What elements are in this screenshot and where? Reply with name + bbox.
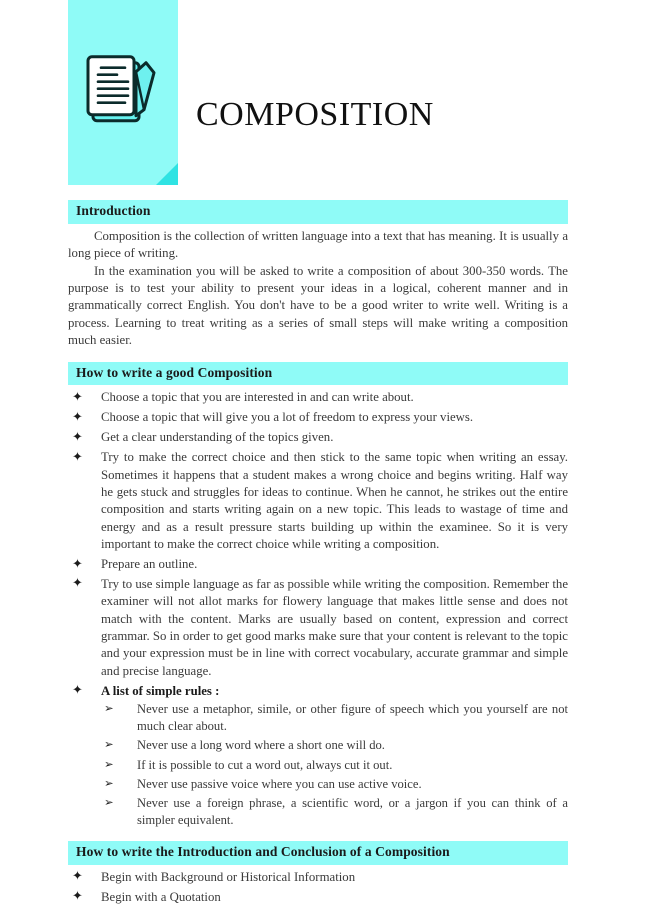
sub-list-item-text: Never use a long word where a short one will do.	[137, 738, 385, 753]
sub-list-item-text: If it is possible to cut a word out, always cut it out.	[137, 757, 393, 772]
sub-list-item	[101, 757, 568, 774]
intro-paragraph-2: In the examination you will be asked to write a composition of about 300-350 words. The purpose is to test your ability to present your ideas in a logical, coherent manner and in grammatically correct English. You don't have to be a good writer to write well. Writing is a process. Learning to treat writing as a series of small steps will make writing a composition much easier.	[68, 263, 568, 348]
list-item-text: Try to make the correct choice and then stick to the same topic when writing an essay. Sometimes it happens that a student makes a wrong choice and begins writing. Half way he gets stuck and struggles for ideas to continue. When he cannot, he strikes out the entire composition and starts writing again on a new topic. This leads to wastage of time and energy and as a result pressure starts building up within the examinee. So it is very important to make the correct choice while writing a composition.	[101, 450, 568, 552]
masthead	[0, 0, 660, 190]
intro-paragraph-1: Composition is the collection of written language into a text that has meaning. It is usually a long piece of writing.	[68, 228, 568, 261]
list-item-text: Begin with Background or Historical Information	[101, 869, 356, 884]
arrow-bullet-icon: ➢	[104, 737, 114, 752]
sub-list-item	[101, 737, 568, 754]
notebook-pen-icon	[84, 48, 162, 130]
bullet-cross-icon: ✦	[72, 556, 83, 572]
list-item	[68, 889, 568, 906]
bullet-cross-icon: ✦	[72, 389, 83, 405]
list-item	[68, 429, 568, 446]
sub-list-item-text: Never use passive voice where you can use active voice.	[137, 776, 422, 791]
list-item	[68, 409, 568, 426]
arrow-bullet-icon: ➢	[104, 794, 114, 809]
list-item-text: Prepare an outline.	[101, 557, 198, 571]
list-item-simple-rules	[68, 683, 568, 829]
sub-list-item	[101, 776, 568, 793]
sub-list-item	[101, 701, 568, 735]
list-item	[68, 389, 568, 406]
list-item-text: Begin with a Quotation	[101, 889, 221, 904]
list-item	[68, 449, 568, 553]
simple-rules-sublist	[101, 701, 568, 829]
list-item	[68, 869, 568, 886]
bullet-cross-icon: ✦	[72, 869, 83, 885]
bullet-cross-icon: ✦	[72, 576, 83, 592]
section-heading-how-to-write-good-composition: How to write a good Composition	[68, 362, 568, 386]
list-item	[68, 556, 568, 573]
bullet-cross-icon: ✦	[72, 683, 83, 699]
arrow-bullet-icon: ➢	[104, 756, 114, 771]
list-item-text: Get a clear understanding of the topics given.	[101, 430, 334, 445]
bullet-cross-icon: ✦	[72, 889, 83, 905]
arrow-bullet-icon: ➢	[104, 701, 114, 716]
document-content	[68, 200, 568, 909]
list-item-text: Choose a topic that you are interested in and can write about.	[101, 390, 414, 405]
list-item-text: Try to use simple language as far as possible while writing the composition. Remember the examiner will not allot marks for flowery language that makes little sense and does not match with the content. Marks are usually based on content, expression and correct grammar. So in order to get good marks make sure that your content is relevant to the topic and your expression must be in line with correct vocabulary, accurate grammar and simple and precise language.	[101, 576, 568, 678]
sub-list-item	[101, 795, 568, 829]
list-item	[68, 576, 568, 680]
arrow-bullet-icon: ➢	[104, 775, 114, 790]
page-title: COMPOSITION	[196, 96, 434, 133]
bullet-cross-icon: ✦	[72, 449, 83, 465]
masthead-corner-triangle	[156, 163, 178, 185]
intro-conclusion-bullet-list	[68, 869, 568, 906]
bullet-cross-icon: ✦	[72, 429, 83, 445]
section-heading-intro-conclusion: How to write the Introduction and Conclusion of a Composition	[68, 841, 568, 865]
good-composition-bullet-list	[68, 389, 568, 829]
bullet-cross-icon: ✦	[72, 409, 83, 425]
list-item-text: Choose a topic that will give you a lot of freedom to express your views.	[101, 410, 474, 425]
list-item-text: A list of simple rules :	[101, 683, 220, 698]
sub-list-item-text: Never use a metaphor, simile, or other figure of speech which you yourself are not much clear about.	[137, 702, 568, 734]
section-heading-introduction: Introduction	[68, 200, 568, 224]
masthead-color-block	[68, 0, 178, 185]
sub-list-item-text: Never use a foreign phrase, a scientific word, or a jargon if you can think of a simpler equivalent.	[137, 795, 568, 827]
